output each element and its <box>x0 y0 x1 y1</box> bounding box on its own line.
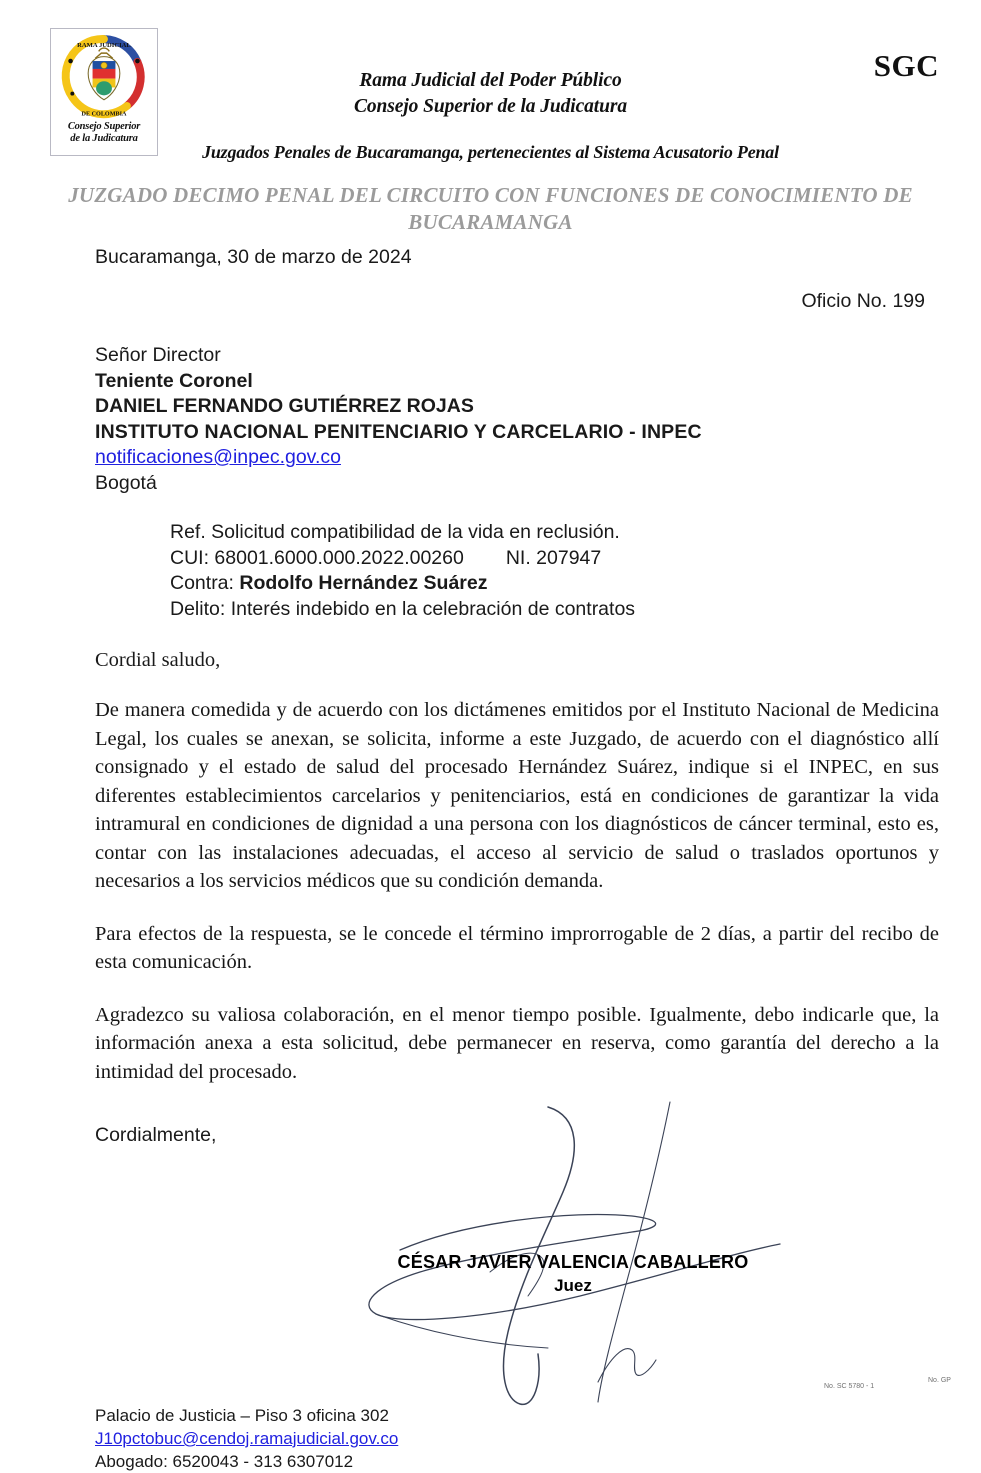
header-entity-line2: Consejo Superior de la Judicatura <box>354 96 627 117</box>
colombia-judicial-seal-icon <box>60 32 148 120</box>
body-paragraph-2: Para efectos de la respuesta, se le concede el término improrrogable de 2 días, a partir del recibo de esta comunicación. <box>95 922 939 973</box>
logo-caption-line1: Consejo Superior <box>67 121 141 132</box>
page-title: JUZGADO DECIMO PENAL DEL CIRCUITO CON FUNCIONES DE CONOCIMIENTO DE BUCARAMANGA <box>68 183 913 234</box>
certification-mark-gp: No. GP <box>928 1377 951 1384</box>
footer-address: Palacio de Justicia – Piso 3 oficina 302 <box>95 1406 389 1425</box>
signature-name: CÉSAR JAVIER VALENCIA CABALLERO <box>397 1252 749 1272</box>
addressee-name: DANIEL FERNANDO GUTIÉRREZ ROJAS <box>95 395 474 417</box>
header-subtitle: Juzgados Penales de Bucaramanga, pertenecientes al Sistema Acusatorio Penal <box>202 142 779 162</box>
document-footer <box>95 1404 615 1471</box>
logo-caption-line2: de la Judicatura <box>70 132 138 144</box>
reference-cui-row <box>170 546 939 572</box>
addressee-email-link[interactable]: notificaciones@inpec.gov.co <box>95 446 341 468</box>
certification-mark-sc: No. SC 5780 - 1 <box>824 1383 875 1390</box>
salutation: Cordial saludo, <box>95 649 221 671</box>
footer-phones: Abogado: 6520043 - 313 6307012 <box>95 1452 354 1471</box>
reference-ni: NI. 207947 <box>505 546 602 569</box>
signature-role: Juez <box>554 1276 592 1295</box>
reference-contra-row <box>170 571 939 597</box>
date-line: Bucaramanga, 30 de marzo de 2024 <box>95 246 412 268</box>
addressee-role: Señor Director <box>95 344 221 366</box>
addressee-city: Bogotá <box>95 471 157 494</box>
reference-contra-value: Rodolfo Hernández Suárez <box>239 572 488 594</box>
footer-email-link[interactable]: J10pctobuc@cendoj.ramajudicial.gov.co <box>95 1429 399 1448</box>
logo-caption <box>68 121 140 144</box>
body-paragraph-1: De manera comedida y de acuerdo con los dictámenes emitidos por el Instituto Nacional de Medicina Legal, los cuales se anexan, se solicita, informe a este Juzgado, de acuerdo con el diagnóstico allí consignado y el estado de salud del procesado Hernández Suárez, indique si el INPEC, en sus diferentes establecimientos carcelarios y penitenciarios, está en condiciones de garantizar la vida intramural en condiciones de dignidad a una persona con los diagnósticos de cáncer terminal, esto es, contar con las instalaciones adecuadas, el acceso al servicio de salud o traslados oportunos y necesarios a los servicios médicos que su condición demanda. <box>95 699 939 892</box>
header-entity-line1: Rama Judicial del Poder Público <box>359 70 622 91</box>
addressee-block <box>95 343 939 496</box>
handwritten-signature-icon <box>280 1082 840 1412</box>
document-header <box>0 0 981 240</box>
svg-text:RAMA JUDICIAL: RAMA JUDICIAL <box>77 41 131 49</box>
oficio-number: Oficio No. 199 <box>801 290 925 312</box>
sgc-mark: SGC <box>873 48 939 83</box>
reference-block <box>95 520 939 622</box>
svg-text:DE COLOMBIA: DE COLOMBIA <box>81 111 127 118</box>
signature-area <box>95 1124 939 1374</box>
addressee-institution: INSTITUTO NACIONAL PENITENCIARIO Y CARCELARIO - INPEC <box>95 420 702 443</box>
judicial-branch-logo <box>50 28 158 156</box>
addressee-rank: Teniente Coronel <box>95 369 253 392</box>
reference-contra-label: Contra: <box>170 572 240 594</box>
body-paragraph-3: Agradezco su valiosa colaboración, en el menor tiempo posible. Igualmente, debo indicarle que, la información anexa a esta solicitud, debe permanecer en reserva, como garantía del derecho a la intimidad del procesado. <box>95 1003 939 1083</box>
document-body <box>0 244 981 1374</box>
certification-marks <box>806 1377 981 1403</box>
reference-delito: Delito: Interés indebido en la celebración de contratos <box>170 597 636 620</box>
closing-line: Cordialmente, <box>95 1124 217 1146</box>
reference-cui: CUI: 68001.6000.000.2022.00260 <box>170 546 464 569</box>
reference-subject: Ref. Solicitud compatibilidad de la vida en reclusión. <box>170 521 620 543</box>
